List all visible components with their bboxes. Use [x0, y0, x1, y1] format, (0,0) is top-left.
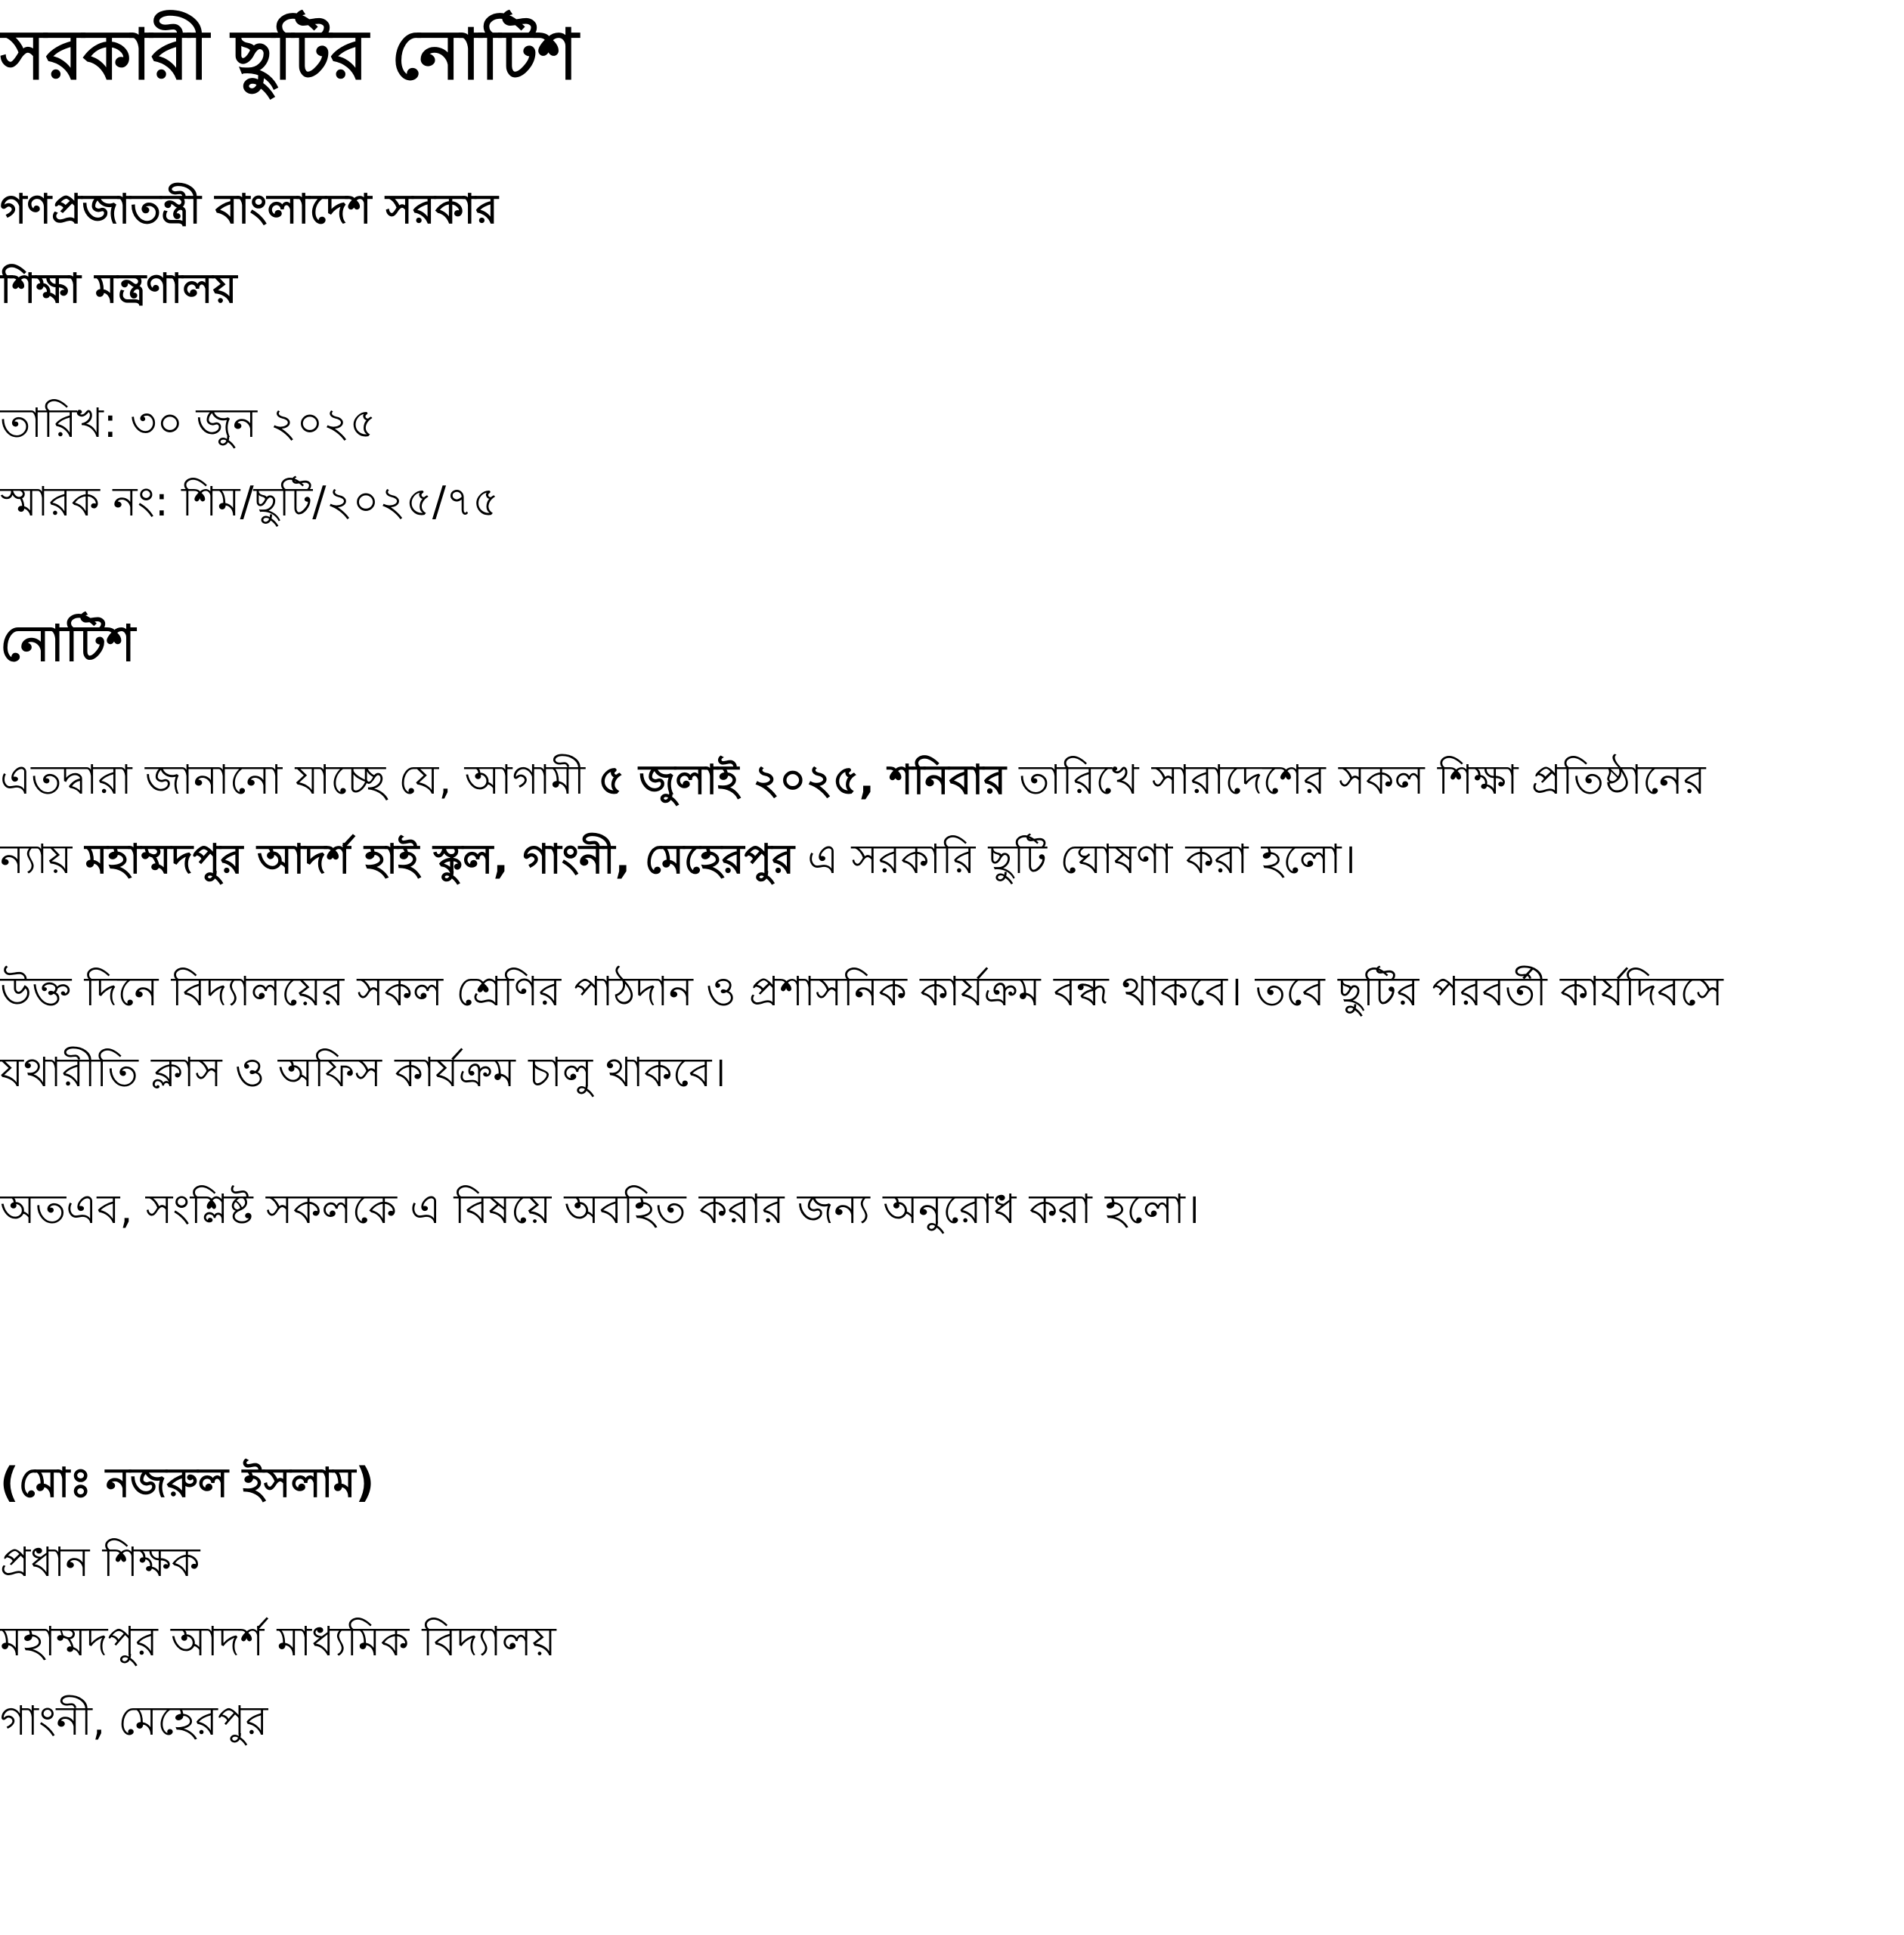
signatory-designation: প্রধান শিক্ষক [0, 1538, 200, 1586]
signatory-location: গাংনী, মেহেরপুর [0, 1697, 268, 1745]
paragraph-2-line-1: উক্ত দিনে বিদ্যালয়ের সকল শ্রেণির পাঠদান ও প্রশাসনিক কার্যক্রম বন্ধ থাকবে। তবে ছুটির পরবর্তী কার্যদিবসে [0, 968, 1723, 1015]
ministry-name: শিক্ষা মন্ত্রণালয় [0, 265, 237, 312]
signatory-name: (মোঃ নজরুল ইসলাম) [0, 1459, 375, 1506]
notice-date: তারিখ: ৩০ জুন ২০২৫ [0, 399, 376, 447]
paragraph-2-line-2: যথারীতি ক্লাস ও অফিস কার্যক্রম চালু থাকবে। [0, 1048, 726, 1096]
holiday-date: ৫ জুলাই ২০২৫, শনিবার [598, 756, 1006, 803]
memo-number: স্মারক নং: শিম/ছুটি/২০২৫/৭৫ [0, 478, 500, 525]
notice-title: সরকারী ছুটির নোটিশ [0, 14, 578, 95]
paragraph-1-text: এতদ্বারা জানানো যাচ্ছে যে, আগামী [0, 756, 599, 803]
paragraph-1-line-1 [0, 756, 1706, 805]
government-name: গণপ্রজাতন্ত্রী বাংলাদেশ সরকার [0, 185, 498, 233]
paragraph-1-text: ন্যায় [0, 835, 85, 883]
paragraph-1-line-2 [0, 835, 1356, 884]
section-heading: নোটিশ [0, 615, 136, 673]
paragraph-3: অতএব, সংশ্লিষ্ট সকলকে এ বিষয়ে অবহিত করার জন্য অনুরোধ করা হলো। [0, 1185, 1200, 1233]
signatory-institution: মহাম্মদপুর আদর্শ মাধ্যমিক বিদ্যালয় [0, 1618, 556, 1665]
paragraph-1-text: তারিখে সারাদেশের সকল শিক্ষা প্রতিষ্ঠানের [1005, 756, 1706, 803]
school-name: মহাম্মদপুর আদর্শ হাই স্কুল, গাংনী, মেহেরপুর [85, 835, 794, 883]
paragraph-1-text: এ সরকারি ছুটি ঘোষণা করা হলো। [794, 835, 1357, 883]
